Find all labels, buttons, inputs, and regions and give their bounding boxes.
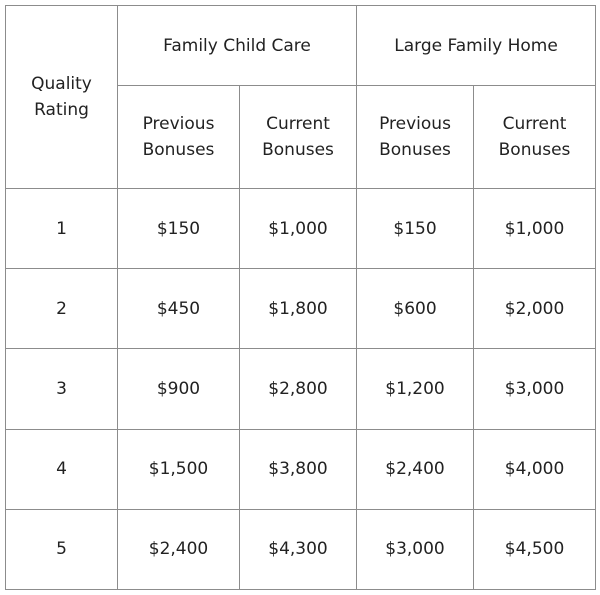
lfh-previous-cell: $2,400 <box>357 429 474 509</box>
quality-rating-cell: 5 <box>6 509 118 589</box>
sub-header-line: Previous <box>379 114 451 134</box>
sub-header-line: Current <box>502 114 567 134</box>
sub-header-line: Previous <box>142 114 215 134</box>
lfh-previous-cell: $3,000 <box>357 509 474 589</box>
sub-header-lfh-current <box>474 86 596 189</box>
sub-header-lfh-previous <box>357 86 474 189</box>
lfh-current-cell: $3,000 <box>474 349 596 429</box>
table-row <box>6 189 596 269</box>
fcc-current-cell: $4,300 <box>240 509 357 589</box>
lfh-current-cell: $4,000 <box>474 429 596 509</box>
quality-rating-cell: 3 <box>6 349 118 429</box>
table-row <box>6 429 596 509</box>
fcc-previous-cell: $2,400 <box>118 509 240 589</box>
table-row <box>6 269 596 349</box>
quality-rating-cell: 1 <box>6 189 118 269</box>
table-row <box>6 509 596 589</box>
fcc-previous-cell: $900 <box>118 349 240 429</box>
table-row <box>6 349 596 429</box>
fcc-current-cell: $3,800 <box>240 429 357 509</box>
lfh-current-cell: $4,500 <box>474 509 596 589</box>
quality-rating-cell: 2 <box>6 269 118 349</box>
sub-header-fcc-previous <box>118 86 240 189</box>
lfh-previous-cell: $1,200 <box>357 349 474 429</box>
sub-header-line: Current <box>266 114 330 134</box>
quality-rating-header-line2: Rating <box>34 100 89 120</box>
quality-rating-header-line1: Quality <box>31 74 92 94</box>
lfh-current-cell: $1,000 <box>474 189 596 269</box>
header-row-groups <box>6 6 596 86</box>
group-header-large-family-home: Large Family Home <box>357 6 596 86</box>
lfh-previous-cell: $150 <box>357 189 474 269</box>
fcc-current-cell: $1,800 <box>240 269 357 349</box>
sub-header-line: Bonuses <box>379 140 451 160</box>
lfh-current-cell: $2,000 <box>474 269 596 349</box>
sub-header-line: Bonuses <box>142 140 215 160</box>
sub-header-fcc-current <box>240 86 357 189</box>
fcc-previous-cell: $1,500 <box>118 429 240 509</box>
fcc-current-cell: $1,000 <box>240 189 357 269</box>
bonus-table <box>5 5 596 590</box>
fcc-previous-cell: $150 <box>118 189 240 269</box>
sub-header-line: Bonuses <box>262 140 334 160</box>
sub-header-line: Bonuses <box>498 140 571 160</box>
fcc-current-cell: $2,800 <box>240 349 357 429</box>
lfh-previous-cell: $600 <box>357 269 474 349</box>
fcc-previous-cell: $450 <box>118 269 240 349</box>
quality-rating-header <box>6 6 118 189</box>
group-header-family-child-care: Family Child Care <box>118 6 357 86</box>
quality-rating-cell: 4 <box>6 429 118 509</box>
